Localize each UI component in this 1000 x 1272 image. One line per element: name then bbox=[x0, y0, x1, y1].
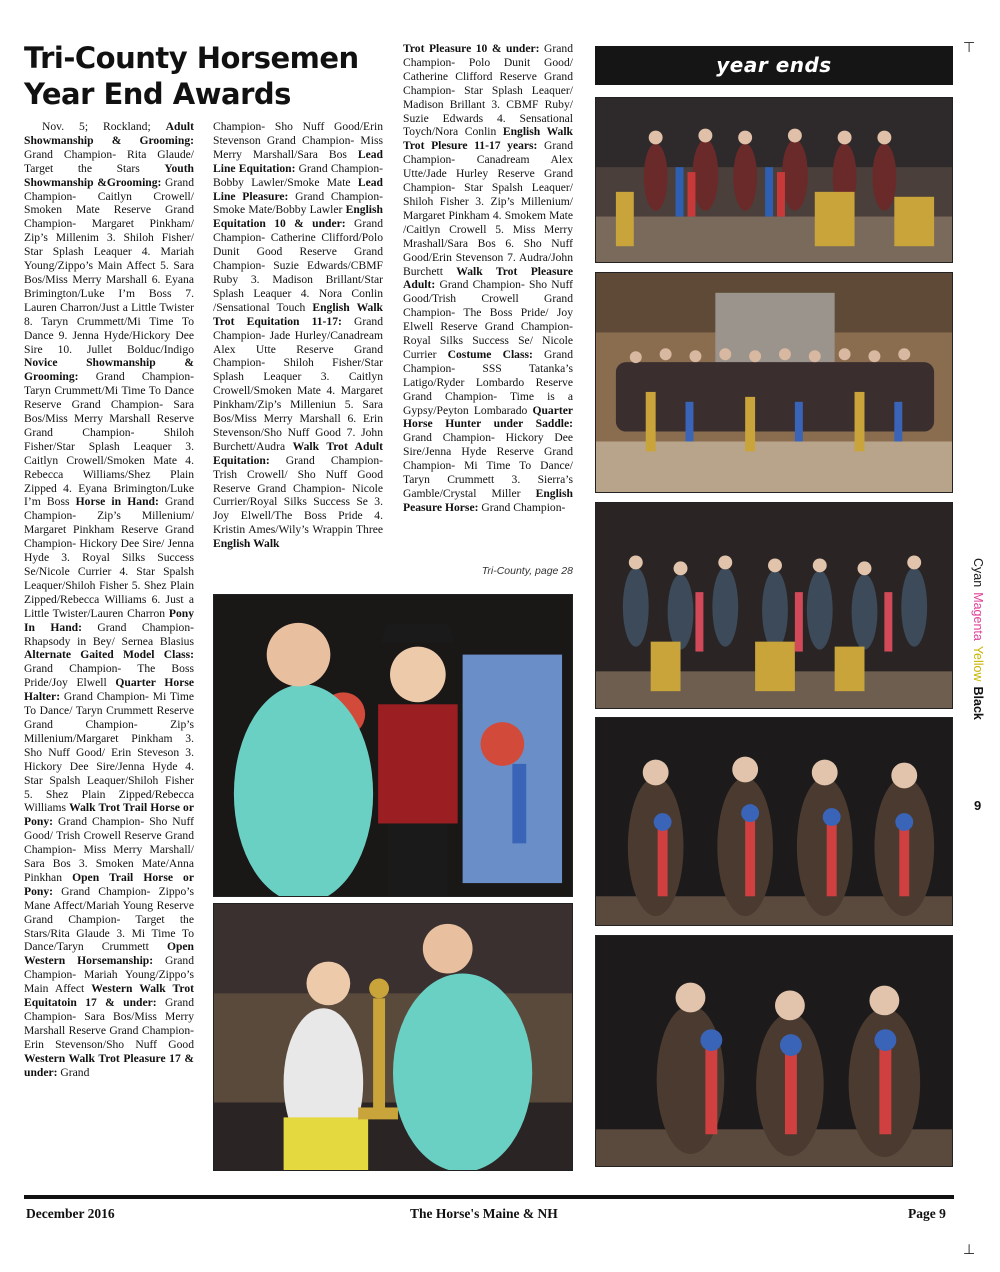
footer-page-number: Page 9 bbox=[908, 1206, 946, 1221]
class-heading: Walk Trot Pleasure Adult: bbox=[403, 264, 573, 292]
crop-mark-bottom-icon: ⊥ bbox=[963, 1242, 976, 1258]
class-heading: Walk Trot Adult Equitation: bbox=[213, 439, 383, 467]
class-heading: English Walk Trot Equitation 11-17: bbox=[213, 300, 383, 328]
class-heading: Alternate Gaited Model Class: bbox=[24, 648, 194, 662]
photo-large-group-hall bbox=[595, 272, 953, 493]
class-heading: Quarter Horse Halter: bbox=[24, 676, 194, 704]
footer-publication: The Horse's Maine & NH bbox=[410, 1206, 558, 1221]
article-column-2: Champion- Sho Nuff Good/Erin Stevenson Grand Champion- Miss Merry Marshall/Sara Bos Lead Line Equitation: Grand Champion- Bobby Lawler/Smoke Mate Lead Line Pleasure: Grand Champion- Smoke Mate/Bobby Lawler English Equitation 10 & under: Grand Champion- Catherine Clifford/Polo Dunit Good Reserve Grand Champion- Suzie Edwards/CBMF Ruby 3. Madison Brillant/Star Splash Leaquer 4. Nora Conlin /Sensational Touch English Walk Trot Equitation 11-17: Grand Champion- Jade Hurley/Canadream Alex Utte Reserve Grand Champion- Shiloh Fisher/Star Splash Leaquer 3. Caitlyn Crowell/Smoken Mate 4. Margaret Pinkham/Zip’s Milleniun 5. Sara Bos/Miss Merry Marshall 6. Erin Stevenson/Sho Nuff Good 7. John Burchett/Audra Walk Trot Adult Equitation: Grand Champion- Trish Crowell/ Sho Nuff Good Reserve Grand Champion- Nicole Currier/Royal Silks Success Se 3. Joy Elwell/The Boss Pride 4. Kristin Ames/Wily’s Wrappin Three English Walk bbox=[213, 120, 383, 551]
photo-woman-handshake-boy bbox=[213, 594, 573, 897]
class-heading: Western Walk Trot Equitatoin 17 & under: bbox=[24, 982, 194, 1010]
yellow-label: Yellow bbox=[971, 645, 985, 682]
class-heading: Lead Line Equitation: bbox=[213, 147, 383, 175]
photo-four-women-ribbons bbox=[595, 717, 953, 926]
class-heading: Western Walk Trot Pleasure 17 & under: bbox=[24, 1051, 194, 1079]
class-heading: English Equitation 10 & under: bbox=[213, 203, 383, 231]
class-heading: Quarter Horse Hunter under Saddle: bbox=[403, 403, 573, 431]
class-heading: Pony In Hand: bbox=[24, 606, 194, 634]
class-heading: Open Trail Horse or Pony: bbox=[24, 870, 194, 898]
cyan-label: Cyan bbox=[971, 558, 985, 588]
class-heading: Walk Trot Trail Horse or Pony: bbox=[24, 801, 194, 829]
class-heading: Adult Showmanship & Grooming: bbox=[24, 120, 194, 147]
footer-rule bbox=[24, 1195, 954, 1199]
side-page-number: 9 bbox=[974, 798, 982, 813]
crop-mark-top-icon: ⊤ bbox=[963, 40, 976, 56]
photo-three-women-ribbons bbox=[595, 935, 953, 1167]
class-heading: English Walk bbox=[213, 537, 280, 551]
photo-woman-trophy-girl bbox=[213, 903, 573, 1171]
article-headline: Tri-County Horsemen Year End Awards bbox=[24, 41, 359, 111]
class-heading: English Walk Trot Plesure 11-17 years: bbox=[403, 125, 573, 153]
article-column-1: Nov. 5; Rockland; Adult Showmanship & Grooming: Grand Champion- Rita Glaude/ Target the Stars Youth Showmanship &Grooming: Grand Champion- Caitlyn Crowell/ Smoken Mate Reserve Grand Champion- Margaret Pinkham/ Zip’s Millenim 3. Shiloh Fisher/ Star Splash Leaquer 4. Mariah Young/Zippo’s Main Affect 5. Sara Bos/Miss Merry Marshall 6. Eyana Brimington/Luke I’m Boss 7. Lauren Charron/Just a Little Twister 8. Taryn Crummett/Mi Time To Dance 9. Jenna Hyde/Hickory Dee Sire 10. Jullet Bolduc/Indigo Novice Showmanship & Grooming: Grand Champion- Taryn Crummett/Mi Time To Dance Reserve Grand Champion- Sara Bos/Miss Merry Marshall Reserve Grand Champion- Shiloh Fisher/Star Splash Leaquer 3. Caitlyn Crowell/Smoken Mate 4. Rebecca Williams/Shez Plain Zipped 4. Eyana Brimington/Luke I’m Boss Horse in Hand: Grand Champion- Zip’s Millenium/ Margaret Pinkham Reserve Grand Champion- Hickory Dee Sire/ Jenna Hyde 3. Royal Silks Success Se/Nicole Currier 4. Star Spalsh Leaquer/Shiloh Fisher 5. Shez Plain Zipped/Rebecca Williams 6. Just a Little Twister/Lauren Charron Pony In Hand: Grand Champion- Rhapsody in Bey/ Sernea Blasius Alternate Gaited Model Class: Grand Champion- The Boss Pride/Joy Elwell Quarter Horse Halter: Grand Champion- Mi Time To Dance/ Taryn Crummett Reserve Grand Champion- Zip’s Millenium/Margaret Pinkham 3. Sho Nuff Good/ Erin Steveson 3. Hickory Dee Sire/Jenna Hyde 4. Star Spalsh Leaquer/Shiloh Fisher 5. Shez Plain Zipped/Rebecca Williams Walk Trot Trail Horse or Pony: Grand Champion- Sho Nuff Good/ Trish Crowell Reserve Grand Champion- Miss Merry Marshall/ Sara Bos 3. Smoken Mate/Anna Pinkhan Open Trail Horse or Pony: Grand Champion- Zippo’s Mane Affect/Mariah Young Reserve Grand Champion- Target the Stars/Rita Glaude 3. Mi Time To Dance/Taryn Crummett Open Western Horsemanship: Grand Champion- Mariah Young/Zippo’s Main Affect Western Walk Trot Equitatoin 17 & under: Grand Champion- Sara Bos/Miss Merry Marshall Reserve Grand Champion- Erin Stevenson/Sho Nuff Good Western Walk Trot Pleasure 17 & under: Grand bbox=[24, 120, 194, 1079]
class-heading: Youth Showmanship &Grooming: bbox=[24, 161, 194, 189]
photo-group-trophies-stage bbox=[595, 97, 953, 263]
class-heading: Horse in Hand: bbox=[75, 495, 159, 509]
photo-youth-riders-trophies bbox=[595, 502, 953, 709]
continued-jump-line[interactable]: Tri-County, page 28 bbox=[481, 565, 573, 577]
footer-date: December 2016 bbox=[26, 1206, 115, 1221]
black-label: Black bbox=[971, 686, 985, 720]
class-heading: Costume Class: bbox=[447, 347, 533, 361]
class-heading: Open Western Horsemanship: bbox=[24, 940, 194, 968]
cmyk-registration-bar bbox=[966, 558, 990, 728]
class-heading: English Peasure Horse: bbox=[403, 487, 573, 514]
year-ends-banner: year ends bbox=[595, 46, 953, 85]
class-heading: Trot Pleasure 10 & under: bbox=[403, 42, 540, 55]
magenta-label: Magenta bbox=[971, 592, 985, 641]
class-heading: Novice Showmanship & Grooming: bbox=[24, 356, 194, 384]
article-column-3: Trot Pleasure 10 & under: Grand Champion- Polo Dunit Good/ Catherine Clifford Reserve Grand Champion- Star Splash Leaquer/ Madison Brillant 3. CBMF Ruby/ Suzie Edwards 4. Sensational Toych/Nora Conlin English Walk Trot Plesure 11-17 years: Grand Champion- Canadream Alex Utte/Jade Hurley Reserve Grand Champion- Star Spalsh Leaquer/ Shiloh Fisher 3. Zip’s Millenium/ Margaret Pinkham 4. Smokem Mate /Caitlyn Crowell 5. Miss Merry Mrashall/Sara Bos 6. Sho Nuff Good/Erin Stevenson 7. Audra/John Burchett Walk Trot Pleasure Adult: Grand Champion- Sho Nuff Good/Trish Crowell Grand Champion- The Boss Pride/ Joy Elwell Reserve Grand Champion- Royal Silks Success Se/ Nicole Currier Costume Class: Grand Champion- SSS Tatanka’s Latigo/Ryder Lombardo Reserve Grand Champion- Time is a Gypsy/Peyton Lombarado Quarter Horse Hunter under Saddle: Grand Champion- Hickory Dee Sire/Jenna Hyde Reserve Grand Champion- Mi Time To Dance/ Taryn Crummett 3. Sierra’s Gamble/Crystal Miller English Peasure Horse: Grand Champion- bbox=[403, 42, 573, 514]
class-heading: Lead Line Pleasure: bbox=[213, 175, 383, 203]
